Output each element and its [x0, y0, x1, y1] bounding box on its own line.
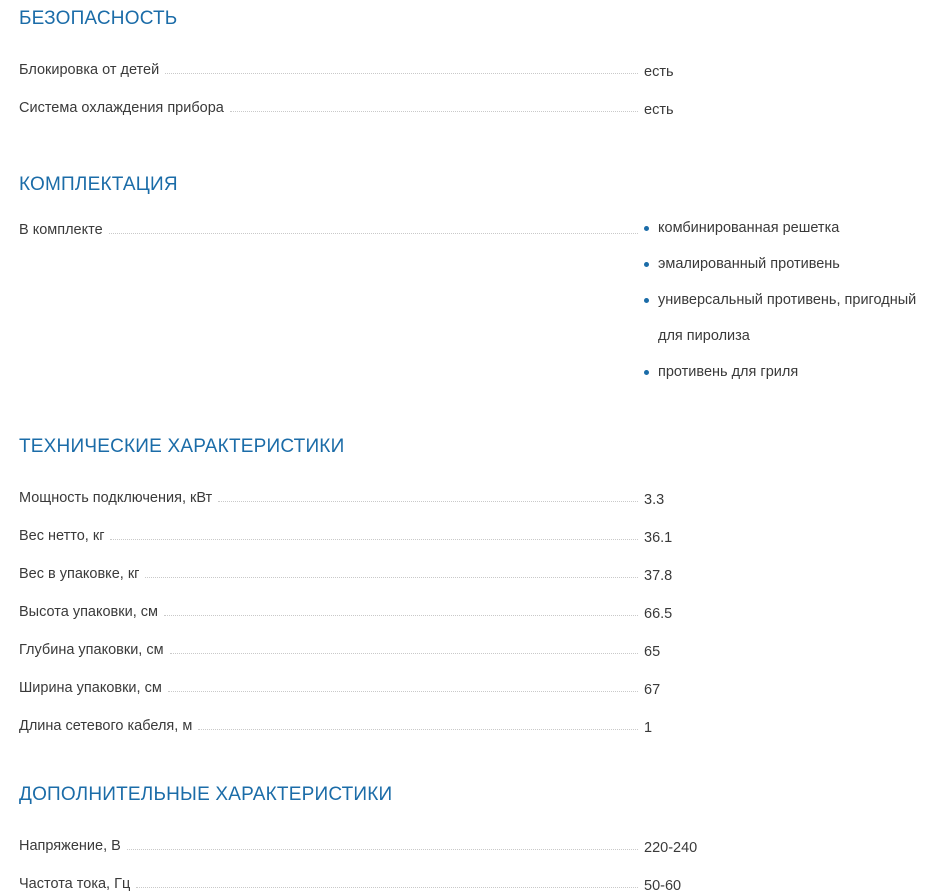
section-spacer: [0, 738, 941, 784]
table-row: [0, 510, 941, 548]
section-package: [0, 174, 941, 390]
spec-name: Напряжение, В: [19, 838, 121, 854]
spec-value-cell: [644, 586, 941, 624]
dotted-leader: [110, 538, 638, 540]
table-row: [0, 624, 941, 662]
spec-name-cell: [0, 820, 644, 858]
dotted-leader: [165, 72, 638, 74]
section-title-package: КОМПЛЕКТАЦИЯ: [19, 174, 178, 195]
spec-name-cell: [0, 510, 644, 548]
spec-name-cell: [0, 82, 644, 120]
spec-value: есть: [644, 102, 674, 118]
dotted-leader: [230, 110, 638, 112]
spec-table-package: [0, 210, 941, 390]
list-item: противень для гриля: [644, 354, 941, 390]
spec-value: 67: [644, 682, 661, 698]
spec-value: 37.8: [644, 568, 673, 584]
dotted-leader: [136, 886, 638, 888]
list-item: эмалированный противень: [644, 246, 941, 282]
spec-value-cell: [644, 472, 941, 510]
spec-table-safety: [0, 44, 941, 120]
section-title-additional: ДОПОЛНИТЕЛЬНЫЕ ХАРАКТЕРИСТИКИ: [19, 784, 393, 805]
spec-name: Глубина упаковки, см: [19, 642, 164, 658]
spec-value: 65: [644, 644, 661, 660]
dotted-leader: [127, 848, 638, 850]
spec-value: 50-60: [644, 878, 682, 894]
spec-name: Вес нетто, кг: [19, 528, 105, 544]
spec-name-cell: [0, 472, 644, 510]
table-row: [0, 548, 941, 586]
table-row: [0, 700, 941, 738]
spec-value-cell: [644, 82, 941, 120]
spec-name-cell: [0, 700, 644, 738]
spec-value: 3.3: [644, 492, 665, 508]
spec-value-cell: [644, 858, 941, 896]
table-row: [0, 820, 941, 858]
table-row: [0, 210, 941, 390]
dotted-leader: [168, 690, 638, 692]
spec-value-cell: [644, 820, 941, 858]
spec-name-cell: [0, 548, 644, 586]
list-item: универсальный противень, пригодный для пиролиза: [644, 282, 941, 354]
spec-name: Длина сетевого кабеля, м: [19, 718, 193, 734]
spec-value: 1: [644, 720, 653, 736]
section-spacer: [0, 390, 941, 436]
section-additional: [0, 784, 941, 896]
table-row: [0, 44, 941, 82]
dotted-leader: [164, 614, 638, 616]
spec-table-additional: [0, 820, 941, 896]
spec-name: Вес в упаковке, кг: [19, 566, 140, 582]
dotted-leader: [198, 728, 638, 730]
spec-name: Мощность подключения, кВт: [19, 490, 213, 506]
spec-value-cell: [644, 210, 941, 390]
spec-name: Блокировка от детей: [19, 62, 160, 78]
spec-value: 36.1: [644, 530, 673, 546]
spec-value: есть: [644, 64, 674, 80]
table-row: [0, 82, 941, 120]
dotted-leader: [218, 500, 638, 502]
spec-table-technical: [0, 472, 941, 738]
spec-name: В комплекте: [19, 222, 103, 238]
dotted-leader: [170, 652, 638, 654]
spec-name-cell: [0, 624, 644, 662]
spec-name: Частота тока, Гц: [19, 876, 131, 892]
spec-name-cell: [0, 210, 644, 390]
section-safety: [0, 0, 941, 120]
spec-name-cell: [0, 858, 644, 896]
spec-value-cell: [644, 548, 941, 586]
spec-name-cell: [0, 44, 644, 82]
spec-name: Высота упаковки, см: [19, 604, 158, 620]
dotted-leader: [145, 576, 638, 578]
dotted-leader: [109, 232, 638, 234]
spec-value-cell: [644, 624, 941, 662]
section-technical: [0, 436, 941, 738]
list-item: комбинированная решетка: [644, 210, 941, 246]
spec-value: 220-240: [644, 840, 698, 856]
spec-value: 66.5: [644, 606, 673, 622]
spec-name-cell: [0, 586, 644, 624]
spec-name: Ширина упаковки, см: [19, 680, 162, 696]
table-row: [0, 472, 941, 510]
spec-value-cell: [644, 700, 941, 738]
spec-value-cell: [644, 44, 941, 82]
table-row: [0, 662, 941, 700]
section-title-safety: БЕЗОПАСНОСТЬ: [19, 8, 178, 29]
table-row: [0, 586, 941, 624]
spec-value-cell: [644, 662, 941, 700]
package-contents-list: [644, 210, 941, 390]
section-title-technical: ТЕХНИЧЕСКИЕ ХАРАКТЕРИСТИКИ: [19, 436, 345, 457]
table-row: [0, 858, 941, 896]
spec-name: Система охлаждения прибора: [19, 100, 224, 116]
spec-value-cell: [644, 510, 941, 548]
spec-name-cell: [0, 662, 644, 700]
section-spacer: [0, 120, 941, 174]
